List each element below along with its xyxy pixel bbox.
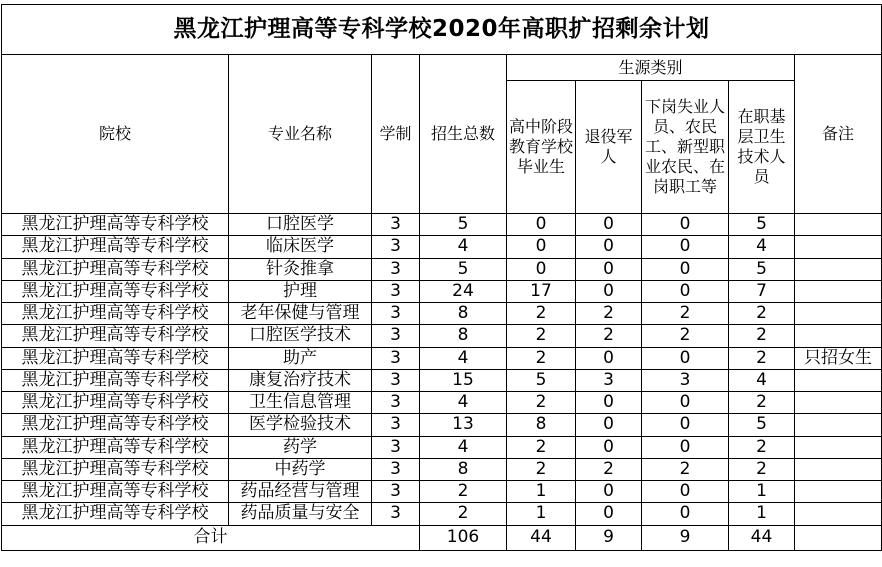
cell-remark (795, 280, 882, 302)
cell-duration: 3 (372, 392, 420, 414)
cell-major: 口腔医学 (229, 214, 372, 236)
cell-major: 康复治疗技术 (229, 369, 372, 391)
cell-veterans: 2 (576, 325, 642, 347)
page-title: 黑龙江护理高等专科学校2020年高职扩招剩余计划 (2, 5, 882, 55)
cell-health-technicians: 2 (729, 347, 795, 369)
cell-major: 药学 (229, 436, 372, 458)
cell-health-technicians: 5 (729, 414, 795, 436)
table-row (2, 503, 882, 525)
cell-health-technicians: 4 (729, 236, 795, 258)
header-row-top (2, 55, 882, 81)
cell-remark (795, 503, 882, 525)
cell-major: 药品质量与安全 (229, 503, 372, 525)
cell-college: 黑龙江护理高等专科学校 (2, 458, 229, 480)
cell-remark (795, 303, 882, 325)
cell-college: 黑龙江护理高等专科学校 (2, 280, 229, 302)
cell-veterans: 0 (576, 392, 642, 414)
cell-remark (795, 325, 882, 347)
cell-health-technicians: 1 (729, 503, 795, 525)
col-header-source-category: 生源类别 (507, 55, 795, 81)
cell-major: 中药学 (229, 458, 372, 480)
title-row (2, 5, 882, 55)
cell-highschool-grads: 1 (507, 503, 576, 525)
cell-health-technicians: 5 (729, 214, 795, 236)
table-row (2, 214, 882, 236)
cell-major: 卫生信息管理 (229, 392, 372, 414)
table-row (2, 280, 882, 302)
cell-highschool-grads: 2 (507, 392, 576, 414)
cell-veterans: 0 (576, 280, 642, 302)
total-veterans: 9 (576, 525, 642, 550)
cell-laidoff-workers: 0 (642, 503, 729, 525)
cell-total: 5 (420, 214, 507, 236)
cell-laidoff-workers: 0 (642, 280, 729, 302)
cell-highschool-grads: 2 (507, 325, 576, 347)
cell-laidoff-workers: 0 (642, 347, 729, 369)
cell-major: 针灸推拿 (229, 258, 372, 280)
cell-laidoff-workers: 3 (642, 369, 729, 391)
cell-highschool-grads: 2 (507, 347, 576, 369)
cell-health-technicians: 2 (729, 436, 795, 458)
total-highschool-grads: 44 (507, 525, 576, 550)
cell-remark (795, 436, 882, 458)
cell-health-technicians: 7 (729, 280, 795, 302)
table-row (2, 258, 882, 280)
table-row (2, 481, 882, 503)
cell-veterans: 2 (576, 303, 642, 325)
cell-duration: 3 (372, 258, 420, 280)
cell-duration: 3 (372, 503, 420, 525)
cell-remark (795, 214, 882, 236)
cell-duration: 3 (372, 280, 420, 302)
cell-laidoff-workers: 0 (642, 414, 729, 436)
cell-laidoff-workers: 0 (642, 214, 729, 236)
cell-laidoff-workers: 2 (642, 458, 729, 480)
cell-duration: 3 (372, 481, 420, 503)
cell-highschool-grads: 17 (507, 280, 576, 302)
total-row (2, 525, 882, 550)
cell-highschool-grads: 0 (507, 214, 576, 236)
cell-college: 黑龙江护理高等专科学校 (2, 236, 229, 258)
cell-total: 4 (420, 392, 507, 414)
cell-college: 黑龙江护理高等专科学校 (2, 325, 229, 347)
cell-duration: 3 (372, 347, 420, 369)
cell-total: 4 (420, 347, 507, 369)
cell-college: 黑龙江护理高等专科学校 (2, 392, 229, 414)
cell-major: 护理 (229, 280, 372, 302)
cell-college: 黑龙江护理高等专科学校 (2, 481, 229, 503)
table-row (2, 303, 882, 325)
table-row (2, 414, 882, 436)
total-enrollment: 106 (420, 525, 507, 550)
col-header-college: 院校 (2, 55, 229, 214)
cell-remark (795, 392, 882, 414)
cell-highschool-grads: 0 (507, 236, 576, 258)
table-row (2, 458, 882, 480)
cell-remark (795, 236, 882, 258)
cell-total: 4 (420, 436, 507, 458)
cell-health-technicians: 1 (729, 481, 795, 503)
cell-remark (795, 414, 882, 436)
table-row (2, 369, 882, 391)
cell-highschool-grads: 1 (507, 481, 576, 503)
cell-total: 13 (420, 414, 507, 436)
col-header-remarks: 备注 (795, 55, 882, 214)
table-row (2, 325, 882, 347)
cell-major: 助产 (229, 347, 372, 369)
cell-total: 2 (420, 503, 507, 525)
cell-total: 24 (420, 280, 507, 302)
enrollment-plan-table (1, 4, 882, 551)
cell-veterans: 0 (576, 481, 642, 503)
cell-health-technicians: 2 (729, 458, 795, 480)
cell-college: 黑龙江护理高等专科学校 (2, 258, 229, 280)
cell-veterans: 3 (576, 369, 642, 391)
cell-veterans: 0 (576, 258, 642, 280)
cell-college: 黑龙江护理高等专科学校 (2, 503, 229, 525)
cell-veterans: 0 (576, 503, 642, 525)
cell-laidoff-workers: 0 (642, 436, 729, 458)
cell-total: 4 (420, 236, 507, 258)
cell-highschool-grads: 2 (507, 303, 576, 325)
cell-veterans: 0 (576, 214, 642, 236)
cell-remark (795, 481, 882, 503)
cell-major: 医学检验技术 (229, 414, 372, 436)
cell-college: 黑龙江护理高等专科学校 (2, 214, 229, 236)
cell-health-technicians: 5 (729, 258, 795, 280)
cell-veterans: 0 (576, 414, 642, 436)
col-header-duration: 学制 (372, 55, 420, 214)
cell-duration: 3 (372, 303, 420, 325)
cell-major: 临床医学 (229, 236, 372, 258)
cell-college: 黑龙江护理高等专科学校 (2, 436, 229, 458)
cell-highschool-grads: 8 (507, 414, 576, 436)
cell-remark (795, 258, 882, 280)
col-header-major: 专业名称 (229, 55, 372, 214)
cell-health-technicians: 2 (729, 303, 795, 325)
cell-highschool-grads: 2 (507, 458, 576, 480)
cell-college: 黑龙江护理高等专科学校 (2, 303, 229, 325)
cell-duration: 3 (372, 325, 420, 347)
cell-laidoff-workers: 0 (642, 392, 729, 414)
cell-duration: 3 (372, 236, 420, 258)
cell-veterans: 0 (576, 436, 642, 458)
cell-total: 8 (420, 303, 507, 325)
table-body (2, 214, 882, 526)
cell-veterans: 0 (576, 347, 642, 369)
cell-laidoff-workers: 2 (642, 325, 729, 347)
col-header-health-technicians: 在职基层卫生技术人员 (729, 81, 795, 214)
total-remark (795, 525, 882, 550)
col-header-highschool-grads: 高中阶段教育学校毕业生 (507, 81, 576, 214)
cell-veterans: 2 (576, 458, 642, 480)
cell-laidoff-workers: 0 (642, 236, 729, 258)
cell-major: 口腔医学技术 (229, 325, 372, 347)
cell-total: 8 (420, 325, 507, 347)
cell-college: 黑龙江护理高等专科学校 (2, 347, 229, 369)
cell-total: 5 (420, 258, 507, 280)
table-row (2, 436, 882, 458)
col-header-laidoff-workers: 下岗失业人员、农民工、新型职业农民、在岗职工等 (642, 81, 729, 214)
cell-health-technicians: 4 (729, 369, 795, 391)
table-row (2, 392, 882, 414)
cell-highschool-grads: 0 (507, 258, 576, 280)
total-label: 合计 (2, 525, 420, 550)
cell-health-technicians: 2 (729, 325, 795, 347)
cell-laidoff-workers: 0 (642, 258, 729, 280)
cell-duration: 3 (372, 458, 420, 480)
cell-remark (795, 369, 882, 391)
col-header-veterans: 退役军人 (576, 81, 642, 214)
cell-duration: 3 (372, 436, 420, 458)
cell-highschool-grads: 2 (507, 436, 576, 458)
cell-remark (795, 458, 882, 480)
table-row (2, 347, 882, 369)
total-health-technicians: 44 (729, 525, 795, 550)
cell-laidoff-workers: 2 (642, 303, 729, 325)
cell-total: 15 (420, 369, 507, 391)
cell-college: 黑龙江护理高等专科学校 (2, 369, 229, 391)
cell-health-technicians: 2 (729, 392, 795, 414)
cell-total: 8 (420, 458, 507, 480)
cell-duration: 3 (372, 369, 420, 391)
cell-laidoff-workers: 0 (642, 481, 729, 503)
total-laidoff-workers: 9 (642, 525, 729, 550)
cell-major: 老年保健与管理 (229, 303, 372, 325)
cell-remark: 只招女生 (795, 347, 882, 369)
col-header-total: 招生总数 (420, 55, 507, 214)
cell-duration: 3 (372, 414, 420, 436)
cell-highschool-grads: 5 (507, 369, 576, 391)
cell-veterans: 0 (576, 236, 642, 258)
cell-duration: 3 (372, 214, 420, 236)
cell-college: 黑龙江护理高等专科学校 (2, 414, 229, 436)
cell-total: 2 (420, 481, 507, 503)
table-row (2, 236, 882, 258)
cell-major: 药品经营与管理 (229, 481, 372, 503)
